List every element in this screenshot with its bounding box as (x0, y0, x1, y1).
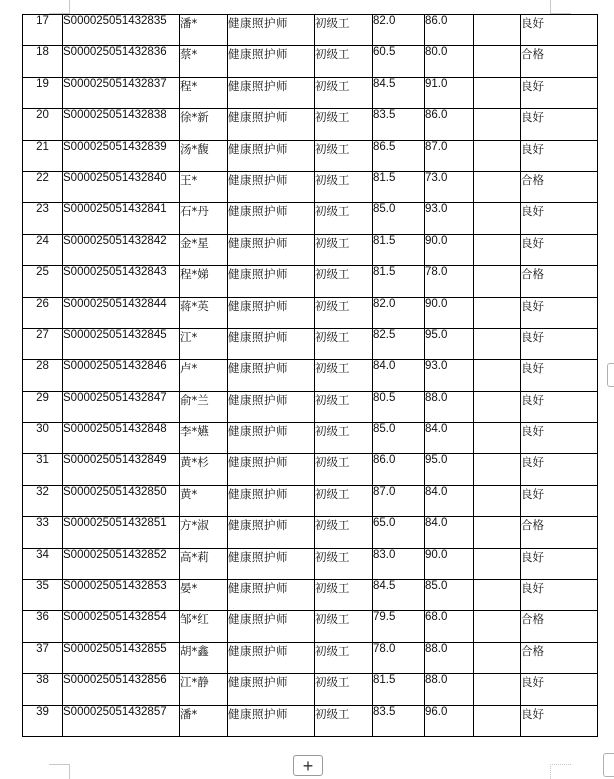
page-corner-mark-bottom-left (49, 764, 70, 779)
cell-skill-score[interactable]: 84.0 (425, 517, 474, 548)
cell-certificate-id[interactable]: S000025051432845 (63, 328, 180, 359)
cell-skill-score[interactable]: 84.0 (425, 423, 474, 454)
cell-certificate-id[interactable]: S000025051432843 (63, 266, 180, 297)
cell-empty[interactable] (474, 297, 521, 328)
cell-skill-score[interactable]: 88.0 (425, 674, 474, 705)
cell-level[interactable]: 初级工 (315, 266, 373, 297)
cell-serial-number[interactable]: 26 (23, 297, 63, 328)
cell-name[interactable]: 高*莉 (180, 548, 228, 579)
cell-level[interactable]: 初级工 (315, 454, 373, 485)
table-row (23, 360, 598, 391)
cell-empty[interactable] (474, 203, 521, 234)
plus-icon: + (302, 755, 314, 776)
cell-theory-score[interactable]: 79.5 (373, 611, 425, 642)
cell-empty[interactable] (474, 548, 521, 579)
cell-level[interactable]: 初级工 (315, 328, 373, 359)
cell-serial-number[interactable]: 29 (23, 391, 63, 422)
cell-result[interactable]: 合格 (521, 266, 598, 297)
cell-occupation[interactable]: 健康照护师 (228, 548, 315, 579)
page-corner-mark-top-left (49, 0, 70, 14)
cell-level[interactable]: 初级工 (315, 611, 373, 642)
cell-level[interactable]: 初级工 (315, 705, 373, 736)
cell-name[interactable]: 黄*杉 (180, 454, 228, 485)
cell-theory-score[interactable]: 85.0 (373, 203, 425, 234)
cell-skill-score[interactable]: 88.0 (425, 642, 474, 673)
table-row (23, 423, 598, 454)
cell-empty[interactable] (474, 171, 521, 202)
cell-serial-number[interactable]: 39 (23, 705, 63, 736)
cell-occupation[interactable]: 健康照护师 (228, 109, 315, 140)
cell-certificate-id[interactable]: S000025051432847 (63, 391, 180, 422)
table-row (23, 266, 598, 297)
cell-result[interactable]: 合格 (521, 171, 598, 202)
cell-name[interactable]: 程*娣 (180, 266, 228, 297)
cell-level[interactable]: 初级工 (315, 46, 373, 77)
table-row (23, 171, 598, 202)
cell-empty[interactable] (474, 360, 521, 391)
cell-skill-score[interactable]: 93.0 (425, 203, 474, 234)
cell-certificate-id[interactable]: S000025051432857 (63, 705, 180, 736)
cell-occupation[interactable]: 健康照护师 (228, 454, 315, 485)
cell-certificate-id[interactable]: S000025051432840 (63, 171, 180, 202)
cell-result[interactable]: 良好 (521, 297, 598, 328)
cell-skill-score[interactable]: 95.0 (425, 454, 474, 485)
table-row (23, 611, 598, 642)
cell-result[interactable]: 良好 (521, 674, 598, 705)
cell-level[interactable]: 初级工 (315, 360, 373, 391)
cell-skill-score[interactable]: 90.0 (425, 297, 474, 328)
cell-level[interactable]: 初级工 (315, 391, 373, 422)
cell-occupation[interactable]: 健康照护师 (228, 46, 315, 77)
cell-result[interactable]: 良好 (521, 15, 598, 46)
cell-skill-score[interactable]: 88.0 (425, 391, 474, 422)
cell-result[interactable]: 良好 (521, 109, 598, 140)
cell-skill-score[interactable]: 80.0 (425, 46, 474, 77)
cell-certificate-id[interactable]: S000025051432846 (63, 360, 180, 391)
cell-serial-number[interactable]: 24 (23, 234, 63, 265)
cell-empty[interactable] (474, 705, 521, 736)
cell-level[interactable]: 初级工 (315, 674, 373, 705)
cell-certificate-id[interactable]: S000025051432849 (63, 454, 180, 485)
cell-empty[interactable] (474, 423, 521, 454)
cell-theory-score[interactable]: 83.5 (373, 109, 425, 140)
table-row (23, 548, 598, 579)
cell-skill-score[interactable]: 91.0 (425, 77, 474, 108)
cell-occupation[interactable]: 健康照护师 (228, 234, 315, 265)
table-side-handle[interactable] (607, 363, 614, 387)
cell-serial-number[interactable]: 35 (23, 580, 63, 611)
cell-name[interactable]: 晏* (180, 580, 228, 611)
table-row (23, 454, 598, 485)
cell-certificate-id[interactable]: S000025051432854 (63, 611, 180, 642)
cell-result[interactable]: 良好 (521, 360, 598, 391)
cell-serial-number[interactable]: 33 (23, 517, 63, 548)
cell-level[interactable]: 初级工 (315, 77, 373, 108)
table-row (23, 46, 598, 77)
cell-name[interactable]: 卢* (180, 360, 228, 391)
cell-empty[interactable] (474, 517, 521, 548)
cell-occupation[interactable]: 健康照护师 (228, 171, 315, 202)
cell-occupation[interactable]: 健康照护师 (228, 77, 315, 108)
cell-occupation[interactable]: 健康照护师 (228, 203, 315, 234)
cell-empty[interactable] (474, 391, 521, 422)
cell-empty[interactable] (474, 454, 521, 485)
table-row (23, 203, 598, 234)
table-row (23, 15, 598, 46)
cell-occupation[interactable]: 健康照护师 (228, 266, 315, 297)
cell-level[interactable]: 初级工 (315, 203, 373, 234)
cell-name[interactable]: 徐*新 (180, 109, 228, 140)
cell-level[interactable]: 初级工 (315, 171, 373, 202)
cell-occupation[interactable]: 健康照护师 (228, 485, 315, 516)
page-corner-mark-bottom-right (550, 764, 571, 779)
cell-skill-score[interactable]: 90.0 (425, 234, 474, 265)
cell-serial-number[interactable]: 22 (23, 171, 63, 202)
cell-serial-number[interactable]: 37 (23, 642, 63, 673)
table-row (23, 77, 598, 108)
add-row-button[interactable] (293, 755, 323, 776)
cell-empty[interactable] (474, 642, 521, 673)
cell-empty[interactable] (474, 611, 521, 642)
cell-empty[interactable] (474, 140, 521, 171)
table-row (23, 234, 598, 265)
cell-skill-score[interactable]: 90.0 (425, 548, 474, 579)
table-row (23, 642, 598, 673)
cell-theory-score[interactable]: 82.0 (373, 15, 425, 46)
cell-empty[interactable] (474, 580, 521, 611)
cell-name[interactable]: 石*丹 (180, 203, 228, 234)
cell-theory-score[interactable]: 84.0 (373, 360, 425, 391)
cell-level[interactable]: 初级工 (315, 642, 373, 673)
cell-theory-score[interactable]: 81.5 (373, 266, 425, 297)
cell-theory-score[interactable]: 78.0 (373, 642, 425, 673)
cell-name[interactable]: 潘* (180, 15, 228, 46)
cell-occupation[interactable]: 健康照护师 (228, 674, 315, 705)
cell-theory-score[interactable]: 83.5 (373, 705, 425, 736)
cell-result[interactable]: 良好 (521, 203, 598, 234)
cell-theory-score[interactable]: 81.5 (373, 171, 425, 202)
cell-name[interactable]: 方*淑 (180, 517, 228, 548)
cell-theory-score[interactable]: 83.0 (373, 548, 425, 579)
cell-result[interactable]: 良好 (521, 548, 598, 579)
cell-level[interactable]: 初级工 (315, 234, 373, 265)
cell-empty[interactable] (474, 485, 521, 516)
cell-serial-number[interactable]: 34 (23, 548, 63, 579)
cell-certificate-id[interactable]: S000025051432856 (63, 674, 180, 705)
table-row (23, 705, 598, 736)
cell-occupation[interactable]: 健康照护师 (228, 705, 315, 736)
cell-occupation[interactable]: 健康照护师 (228, 15, 315, 46)
cell-empty[interactable] (474, 77, 521, 108)
cell-result[interactable]: 合格 (521, 517, 598, 548)
cell-theory-score[interactable]: 82.0 (373, 297, 425, 328)
cell-name[interactable]: 汤*馥 (180, 140, 228, 171)
cell-result[interactable]: 良好 (521, 234, 598, 265)
cell-empty[interactable] (474, 109, 521, 140)
cell-level[interactable]: 初级工 (315, 423, 373, 454)
cell-serial-number[interactable]: 18 (23, 46, 63, 77)
cell-occupation[interactable]: 健康照护师 (228, 517, 315, 548)
cell-theory-score[interactable]: 85.0 (373, 423, 425, 454)
cell-level[interactable]: 初级工 (315, 297, 373, 328)
cell-occupation[interactable]: 健康照护师 (228, 328, 315, 359)
table-row (23, 674, 598, 705)
cell-level[interactable]: 初级工 (315, 548, 373, 579)
cell-level[interactable]: 初级工 (315, 517, 373, 548)
cell-result[interactable]: 良好 (521, 454, 598, 485)
cell-serial-number[interactable]: 19 (23, 77, 63, 108)
cell-certificate-id[interactable]: S000025051432841 (63, 203, 180, 234)
cell-name[interactable]: 潘* (180, 705, 228, 736)
table-row (23, 140, 598, 171)
cell-occupation[interactable]: 健康照护师 (228, 423, 315, 454)
cell-result[interactable]: 良好 (521, 391, 598, 422)
cell-result[interactable]: 良好 (521, 580, 598, 611)
cell-name[interactable]: 江*静 (180, 674, 228, 705)
cell-theory-score[interactable]: 65.0 (373, 517, 425, 548)
cell-skill-score[interactable]: 68.0 (425, 611, 474, 642)
table-row (23, 580, 598, 611)
cell-skill-score[interactable]: 86.0 (425, 109, 474, 140)
cell-empty[interactable] (474, 15, 521, 46)
cell-certificate-id[interactable]: S000025051432836 (63, 46, 180, 77)
cell-level[interactable]: 初级工 (315, 580, 373, 611)
cell-serial-number[interactable]: 23 (23, 203, 63, 234)
cell-serial-number[interactable]: 36 (23, 611, 63, 642)
cell-empty[interactable] (474, 328, 521, 359)
cell-theory-score[interactable]: 84.5 (373, 77, 425, 108)
cell-theory-score[interactable]: 81.5 (373, 234, 425, 265)
results-table (22, 14, 598, 737)
table-resize-handle[interactable] (603, 753, 614, 777)
cell-result[interactable]: 良好 (521, 705, 598, 736)
cell-empty[interactable] (474, 266, 521, 297)
cell-skill-score[interactable]: 95.0 (425, 328, 474, 359)
cell-result[interactable]: 良好 (521, 423, 598, 454)
cell-name[interactable]: 程* (180, 77, 228, 108)
cell-skill-score[interactable]: 96.0 (425, 705, 474, 736)
cell-name[interactable]: 金*星 (180, 234, 228, 265)
cell-serial-number[interactable]: 27 (23, 328, 63, 359)
cell-occupation[interactable]: 健康照护师 (228, 360, 315, 391)
cell-serial-number[interactable]: 31 (23, 454, 63, 485)
cell-certificate-id[interactable]: S000025051432851 (63, 517, 180, 548)
cell-serial-number[interactable]: 21 (23, 140, 63, 171)
table-body (23, 15, 598, 737)
cell-serial-number[interactable]: 17 (23, 15, 63, 46)
cell-certificate-id[interactable]: S000025051432853 (63, 580, 180, 611)
cell-occupation[interactable]: 健康照护师 (228, 611, 315, 642)
cell-serial-number[interactable]: 30 (23, 423, 63, 454)
cell-certificate-id[interactable]: S000025051432839 (63, 140, 180, 171)
cell-empty[interactable] (474, 234, 521, 265)
cell-level[interactable]: 初级工 (315, 140, 373, 171)
table-row (23, 485, 598, 516)
cell-certificate-id[interactable]: S000025051432842 (63, 234, 180, 265)
cell-serial-number[interactable]: 25 (23, 266, 63, 297)
cell-empty[interactable] (474, 674, 521, 705)
cell-name[interactable]: 江* (180, 328, 228, 359)
cell-result[interactable]: 合格 (521, 642, 598, 673)
cell-name[interactable]: 王* (180, 171, 228, 202)
cell-skill-score[interactable]: 86.0 (425, 15, 474, 46)
cell-level[interactable]: 初级工 (315, 15, 373, 46)
cell-result[interactable]: 合格 (521, 46, 598, 77)
cell-name[interactable]: 胡*鑫 (180, 642, 228, 673)
cell-theory-score[interactable]: 86.5 (373, 140, 425, 171)
cell-serial-number[interactable]: 20 (23, 109, 63, 140)
cell-empty[interactable] (474, 46, 521, 77)
cell-result[interactable]: 良好 (521, 328, 598, 359)
cell-result[interactable]: 良好 (521, 485, 598, 516)
cell-certificate-id[interactable]: S000025051432852 (63, 548, 180, 579)
cell-level[interactable]: 初级工 (315, 109, 373, 140)
cell-skill-score[interactable]: 93.0 (425, 360, 474, 391)
cell-result[interactable]: 良好 (521, 77, 598, 108)
cell-name[interactable]: 黄* (180, 485, 228, 516)
table-row (23, 297, 598, 328)
cell-occupation[interactable]: 健康照护师 (228, 297, 315, 328)
cell-certificate-id[interactable]: S000025051432838 (63, 109, 180, 140)
cell-certificate-id[interactable]: S000025051432848 (63, 423, 180, 454)
cell-occupation[interactable]: 健康照护师 (228, 140, 315, 171)
cell-name[interactable]: 蒋*英 (180, 297, 228, 328)
cell-occupation[interactable]: 健康照护师 (228, 580, 315, 611)
cell-occupation[interactable]: 健康照护师 (228, 642, 315, 673)
cell-skill-score[interactable]: 85.0 (425, 580, 474, 611)
cell-theory-score[interactable]: 86.0 (373, 454, 425, 485)
table-row (23, 328, 598, 359)
cell-name[interactable]: 俞*兰 (180, 391, 228, 422)
page-corner-mark-top-right (550, 0, 571, 14)
cell-theory-score[interactable]: 87.0 (373, 485, 425, 516)
cell-serial-number[interactable]: 32 (23, 485, 63, 516)
cell-certificate-id[interactable]: S000025051432850 (63, 485, 180, 516)
cell-skill-score[interactable]: 73.0 (425, 171, 474, 202)
cell-theory-score[interactable]: 80.5 (373, 391, 425, 422)
table-row (23, 109, 598, 140)
cell-skill-score[interactable]: 87.0 (425, 140, 474, 171)
cell-result[interactable]: 良好 (521, 140, 598, 171)
cell-theory-score[interactable]: 60.5 (373, 46, 425, 77)
table-row (23, 391, 598, 422)
cell-certificate-id[interactable]: S000025051432844 (63, 297, 180, 328)
cell-theory-score[interactable]: 82.5 (373, 328, 425, 359)
cell-certificate-id[interactable]: S000025051432835 (63, 15, 180, 46)
cell-occupation[interactable]: 健康照护师 (228, 391, 315, 422)
cell-name[interactable]: 李*嬿 (180, 423, 228, 454)
cell-skill-score[interactable]: 84.0 (425, 485, 474, 516)
cell-result[interactable]: 合格 (521, 611, 598, 642)
cell-skill-score[interactable]: 78.0 (425, 266, 474, 297)
cell-theory-score[interactable]: 81.5 (373, 674, 425, 705)
cell-certificate-id[interactable]: S000025051432855 (63, 642, 180, 673)
cell-name[interactable]: 蔡* (180, 46, 228, 77)
table-row (23, 517, 598, 548)
cell-name[interactable]: 邹*红 (180, 611, 228, 642)
cell-serial-number[interactable]: 28 (23, 360, 63, 391)
cell-level[interactable]: 初级工 (315, 485, 373, 516)
cell-certificate-id[interactable]: S000025051432837 (63, 77, 180, 108)
cell-serial-number[interactable]: 38 (23, 674, 63, 705)
cell-theory-score[interactable]: 84.5 (373, 580, 425, 611)
